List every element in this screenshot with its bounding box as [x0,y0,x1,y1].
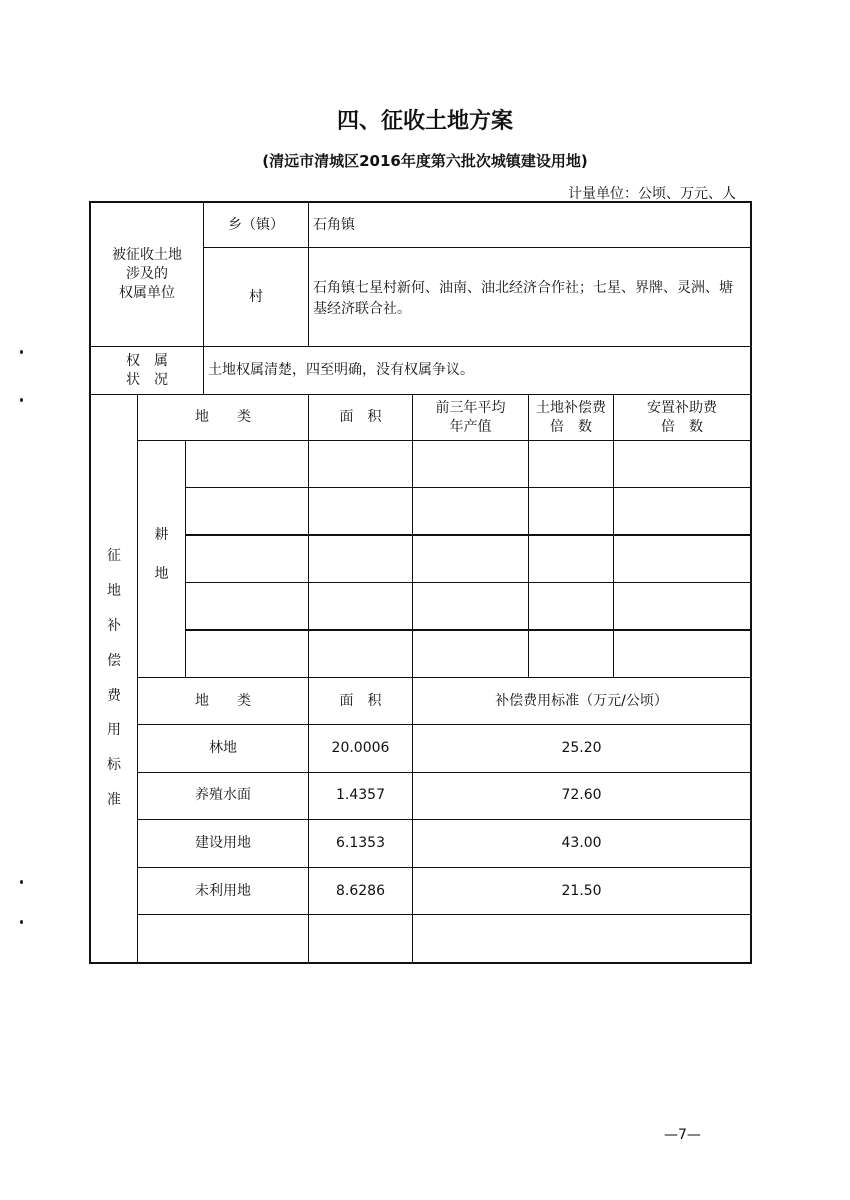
farmland-empty-cell [412,440,529,488]
row-area: 1.4357 [308,772,413,821]
farmland-label-char: 耕 [154,527,169,543]
header-resettle-1: 安置补助费 [647,400,717,417]
ownership-label: 被征收土地 涉及的 权属单位 [90,202,204,347]
farmland-empty-cell [613,440,751,488]
farmland-empty-cell [308,535,413,583]
row-standard: 25.20 [412,724,751,773]
side-label-char: 偿 [107,652,121,669]
row-type: 未利用地 [137,867,309,916]
farmland-label [137,440,186,678]
header2-area: 面 积 [308,677,413,725]
row-type: 林地 [137,724,309,773]
town-label: 乡（镇） [203,202,309,248]
page-subtitle: (清远市清城区2016年度第六批次城镇建设用地) [262,152,588,170]
farmland-empty-cell [528,582,614,630]
farmland-empty-cell [613,630,751,678]
side-label-char: 用 [107,722,121,739]
header-avg-output [412,394,529,441]
side-label-char: 准 [107,792,121,809]
header-land-multiple [528,394,614,441]
village-value [308,247,751,347]
header-resettle-multiple [613,394,751,441]
farmland-empty-cell [185,440,309,488]
scan-speck [20,880,23,884]
village-text: 石角镇七星村新何、油南、油北经济合作社；七星、界牌、灵洲、塘基经济联合社。 [313,280,733,317]
page-title: 四、征收土地方案 [336,109,513,134]
header-land-1: 土地补偿费 [536,400,606,417]
side-label-char: 标 [107,757,121,774]
header-avg-2: 年产值 [449,418,492,435]
scan-speck [20,920,23,924]
side-label-char: 征 [107,547,121,564]
status-label-1: 权 属 [126,353,168,370]
farmland-empty-cell [412,630,529,678]
farmland-empty-cell [185,487,309,535]
header2-standard: 补偿费用标准（万元/公顷） [412,677,751,725]
farmland-empty-cell [528,440,614,488]
status-value: 土地权属清楚，四至明确，没有权属争议。 [203,346,751,395]
row-area: 20.0006 [308,724,413,773]
side-label-char: 地 [107,582,121,599]
farmland-empty-cell [412,582,529,630]
header-area: 面 积 [308,394,413,441]
side-label-char: 补 [107,617,121,634]
header-resettle-2: 倍 数 [661,418,703,435]
farmland-empty-cell [185,630,309,678]
farmland-empty-cell [613,535,751,583]
row-type: 养殖水面 [137,772,309,821]
header2-type: 地 类 [137,677,309,725]
farmland-empty-cell [308,440,413,488]
status-label-2: 状 况 [126,371,168,388]
status-label [90,346,204,395]
row-standard: 21.50 [412,867,751,916]
side-label-char: 费 [107,687,121,704]
farmland-empty-cell [412,487,529,535]
row-type: 建设用地 [137,819,309,868]
row-area [308,914,413,963]
header-type: 地 类 [137,394,309,441]
header-avg-1: 前三年平均 [435,400,506,417]
farmland-label-char: 地 [154,565,169,582]
row-area: 6.1353 [308,819,413,868]
unit-note: 计量单位：公顷、万元、人 [568,186,736,202]
village-label: 村 [203,247,309,347]
page-number: —7— [664,1127,701,1143]
row-area: 8.6286 [308,867,413,916]
scan-speck [20,398,23,402]
row-standard: 43.00 [412,819,751,868]
row-standard [412,914,751,963]
farmland-empty-cell [528,487,614,535]
farmland-empty-cell [308,582,413,630]
town-value: 石角镇 [308,202,751,248]
scan-speck [20,350,23,354]
row-type [137,914,309,963]
row-standard: 72.60 [412,772,751,821]
farmland-empty-cell [528,535,614,583]
farmland-empty-cell [185,535,309,583]
compensation-side-label [90,394,138,963]
farmland-empty-cell [528,630,614,678]
farmland-empty-cell [308,487,413,535]
farmland-empty-cell [613,582,751,630]
farmland-empty-cell [185,582,309,630]
farmland-empty-cell [308,630,413,678]
header-land-2: 倍 数 [550,418,592,435]
farmland-empty-cell [412,535,529,583]
farmland-empty-cell [613,487,751,535]
